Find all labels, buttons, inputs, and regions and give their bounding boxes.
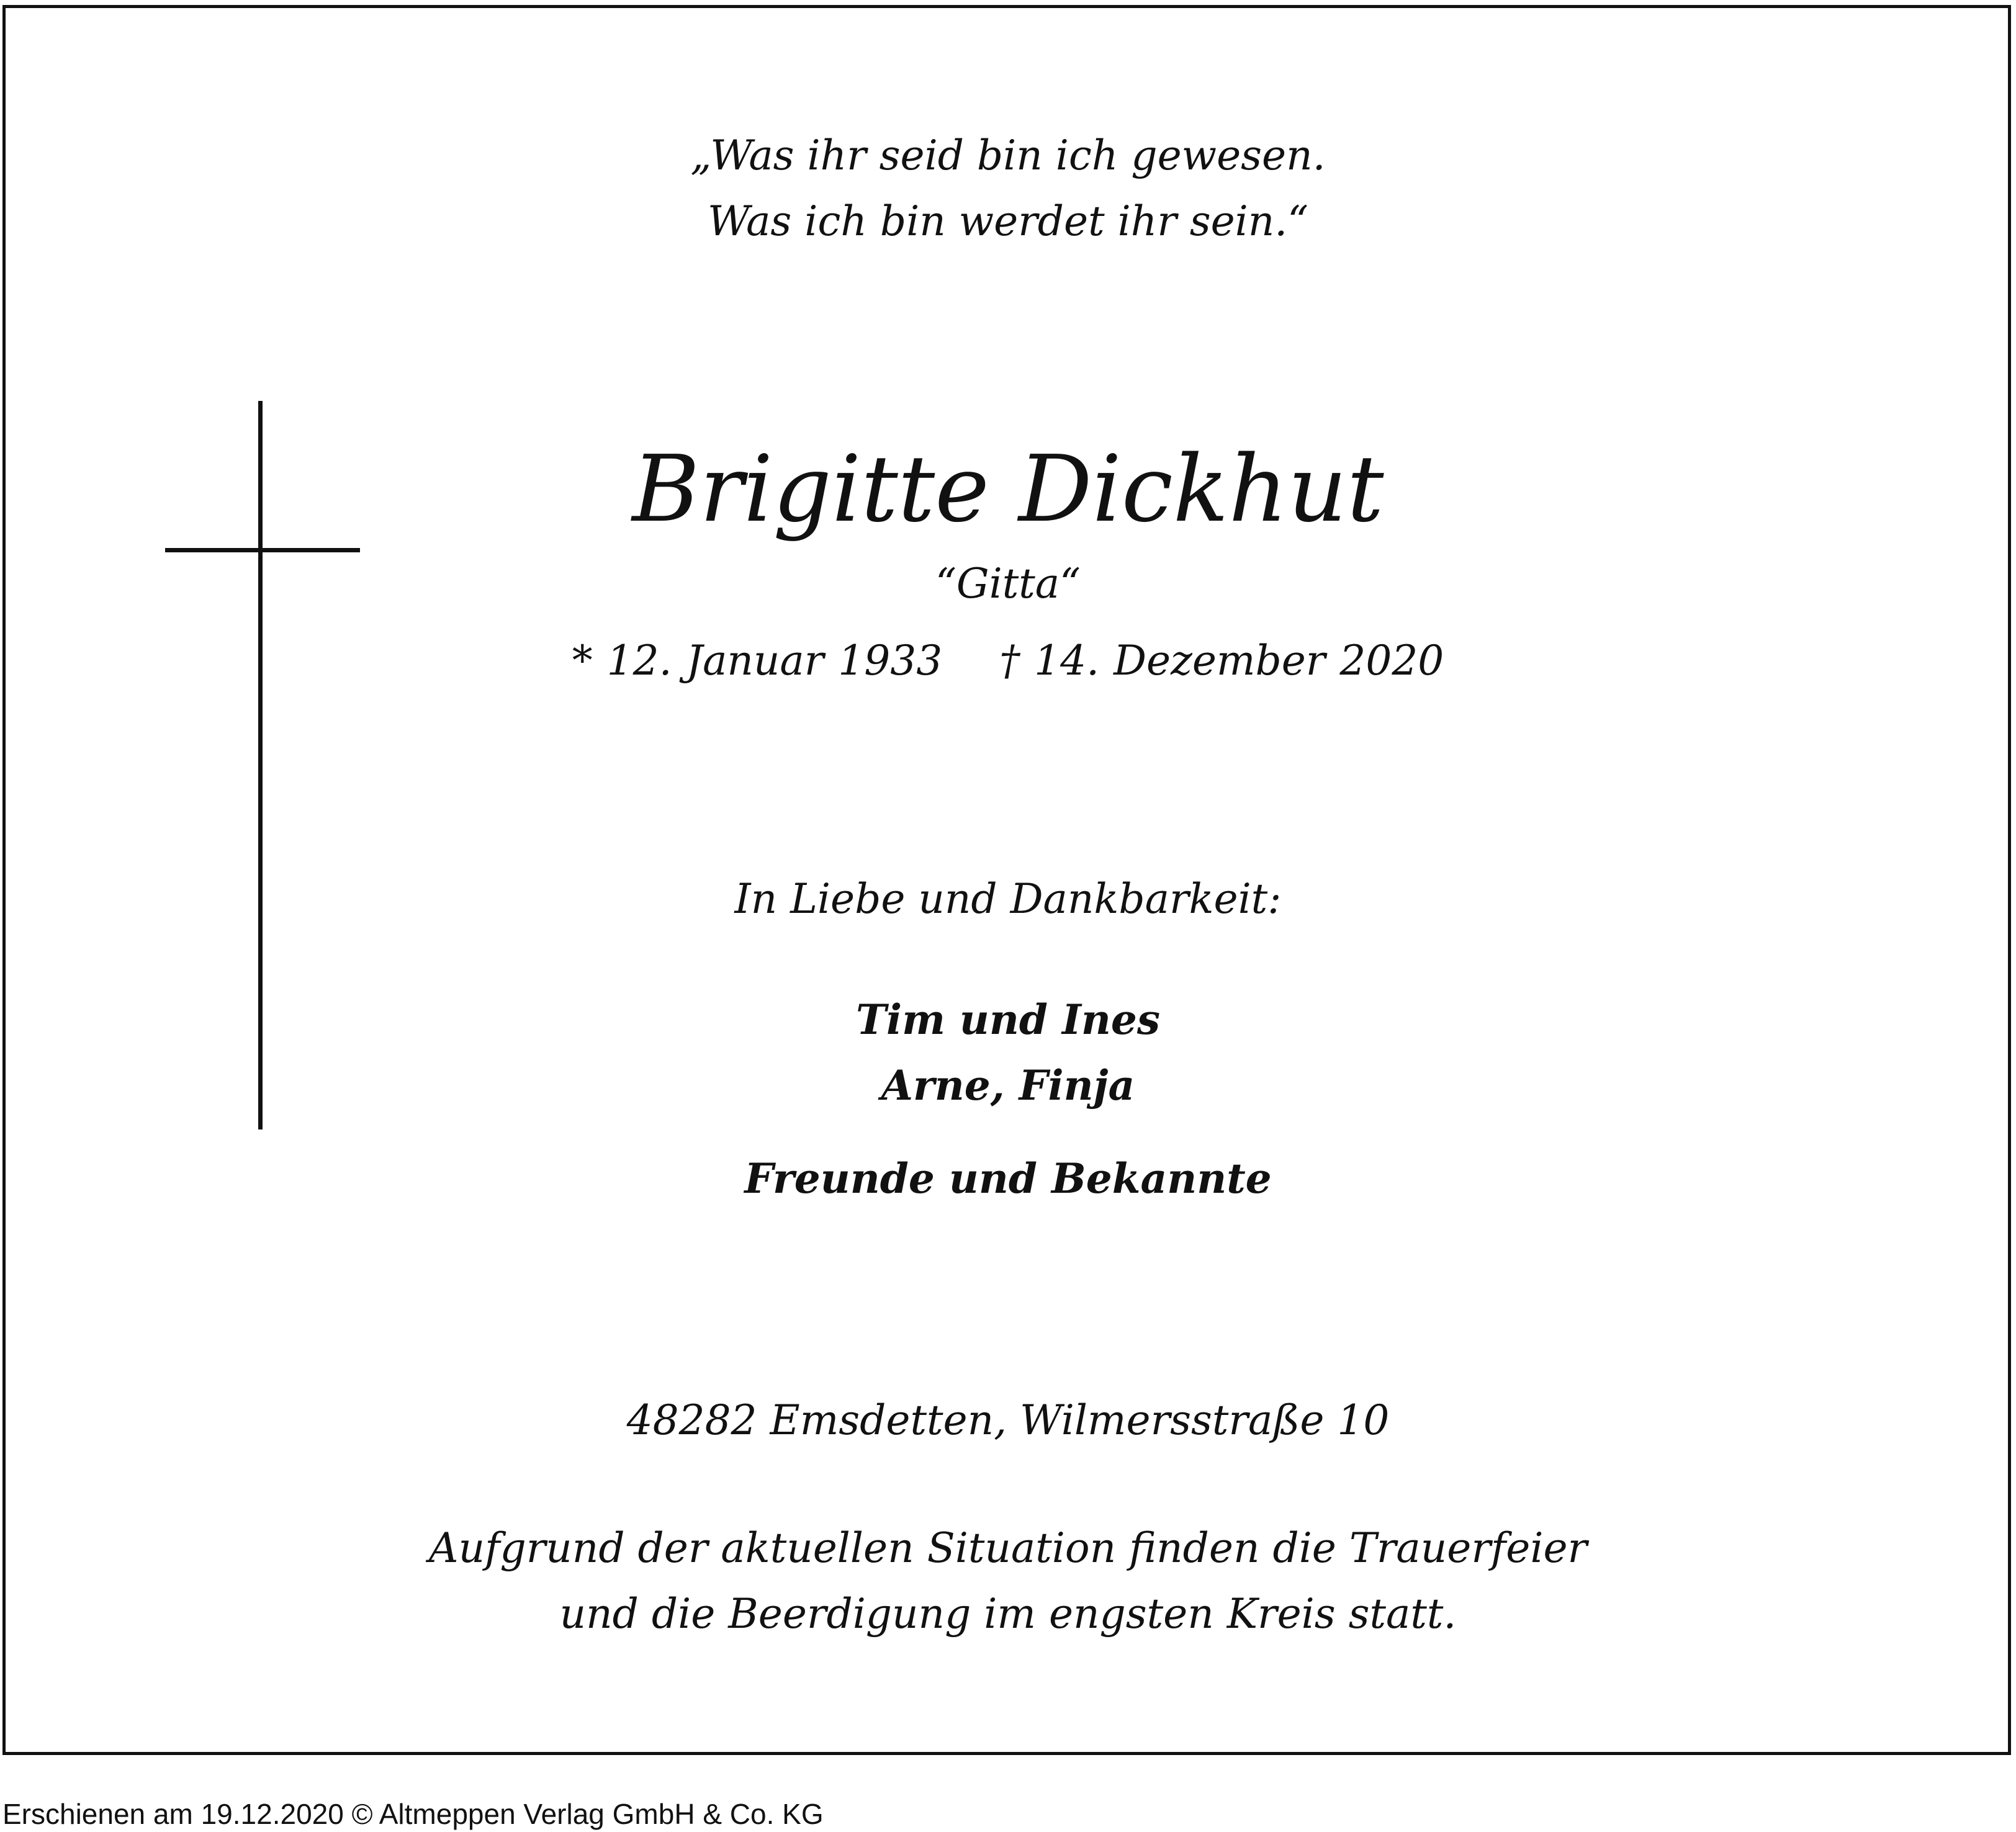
publication-footer: Erschienen am 19.12.2020 © Altmeppen Verlag GmbH & Co. KG — [2, 1798, 824, 1830]
dedication-line: In Liebe und Dankbarkeit: — [734, 875, 1282, 923]
cross-icon-bar — [165, 548, 360, 552]
motto-line-1: „Was ihr seid bin ich gewesen. — [690, 132, 1326, 179]
mourner-line-2: Arne, Finja — [881, 1061, 1135, 1110]
deceased-name: Brigitte Dickhut — [632, 436, 1384, 542]
deceased-nickname: “Gitta“ — [935, 560, 1081, 608]
notice-line-1: Aufgrund der aktuellen Situation finden die Trauerfeier — [428, 1524, 1588, 1572]
life-dates: * 12. Januar 1933 † 14. Dezember 2020 — [572, 637, 1444, 685]
address-line: 48282 Emsdetten, Wilmersstraße 10 — [626, 1396, 1390, 1444]
mourner-line-3: Freunde und Bekannte — [744, 1154, 1272, 1203]
motto-line-2: Was ich bin werdet ihr sein.“ — [707, 197, 1309, 245]
notice-line-2: und die Beerdigung im engsten Kreis statt. — [559, 1590, 1457, 1638]
mourner-line-1: Tim und Ines — [855, 995, 1161, 1044]
